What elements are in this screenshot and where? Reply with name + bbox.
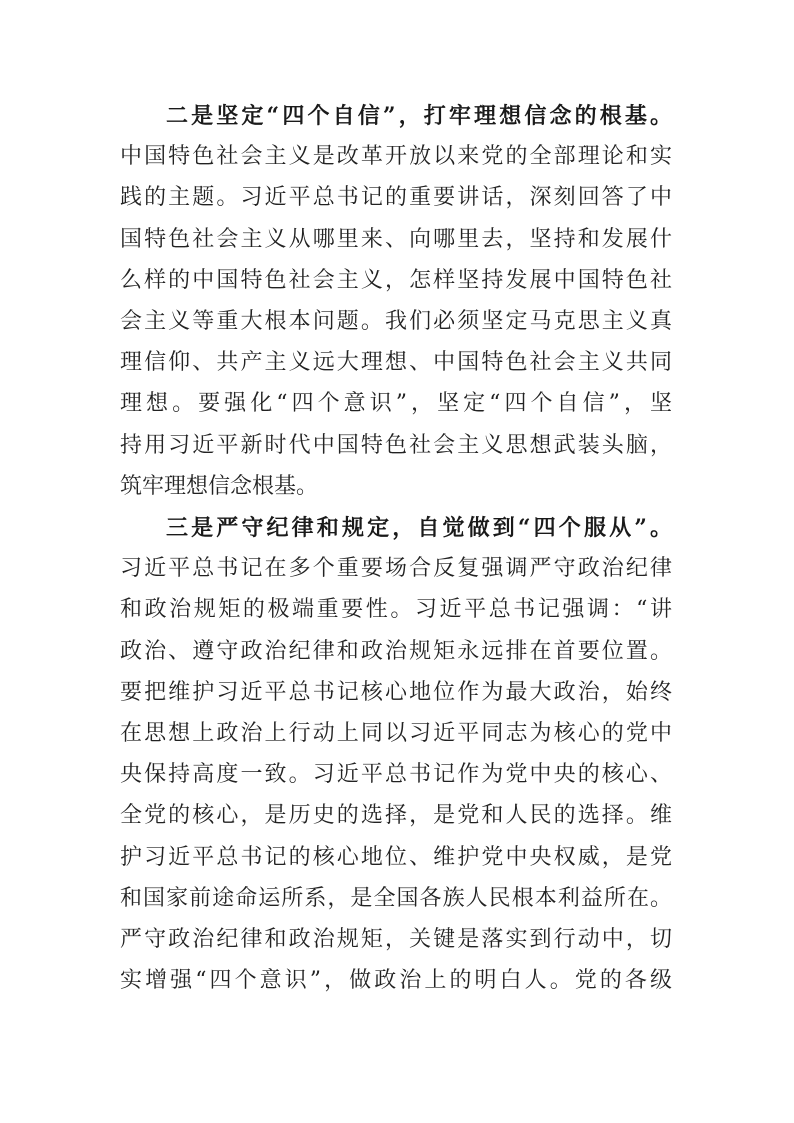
paragraph-line: 会主义等重大根本问题。我们必须坚定马克思主义真 (120, 309, 672, 334)
paragraph-line: 理信仰、共产主义远大理想、中国特色社会主义共同 (120, 350, 672, 375)
paragraph-line: 和政治规矩的极端重要性。习近平总书记强调：“讲 (120, 597, 672, 622)
paragraph-line: 么样的中国特色社会主义，怎样坚持发展中国特色社 (120, 268, 672, 293)
paragraph-line: 习近平总书记在多个重要场合反复强调严守政治纪律 (120, 556, 672, 581)
section-heading: 二是坚定“四个自信”，打牢理想信念的根基。 (166, 103, 672, 129)
paragraph-line: 在思想上政治上行动上同以习近平同志为核心的党中 (120, 721, 672, 746)
paragraph-line: 政治、遵守政治纪律和政治规矩永远排在首要位置。 (120, 639, 672, 664)
paragraph-line: 护习近平总书记的核心地位、维护党中央权威，是党 (120, 845, 672, 870)
paragraph-line: 和国家前途命运所系，是全国各族人民根本利益所在。 (120, 886, 672, 911)
paragraph-line: 理想。要强化“四个意识”，坚定“四个自信”，坚 (120, 391, 672, 416)
paragraph-line: 要把维护习近平总书记核心地位作为最大政治，始终 (120, 680, 672, 705)
paragraph-line: 严守政治纪律和政治规矩，关键是落实到行动中，切 (120, 927, 672, 952)
paragraph-line: 筑牢理想信念根基。 (120, 474, 319, 499)
paragraph-line: 践的主题。习近平总书记的重要讲话，深刻回答了中 (120, 185, 672, 210)
paragraph-line: 国特色社会主义从哪里来、向哪里去，坚持和发展什 (120, 227, 672, 252)
paragraph-line: 央保持高度一致。习近平总书记作为党中央的核心、 (120, 762, 672, 787)
paragraph-line: 中国特色社会主义是改革开放以来党的全部理论和实 (120, 144, 672, 169)
paragraph-line: 实增强“四个意识”，做政治上的明白人。党的各级 (120, 968, 672, 993)
paragraph-line: 持用习近平新时代中国特色社会主义思想武装头脑， (120, 433, 672, 458)
paragraph-line: 全党的核心，是历史的选择，是党和人民的选择。维 (120, 803, 672, 828)
section-heading: 三是严守纪律和规定，自觉做到“四个服从”。 (166, 515, 672, 541)
